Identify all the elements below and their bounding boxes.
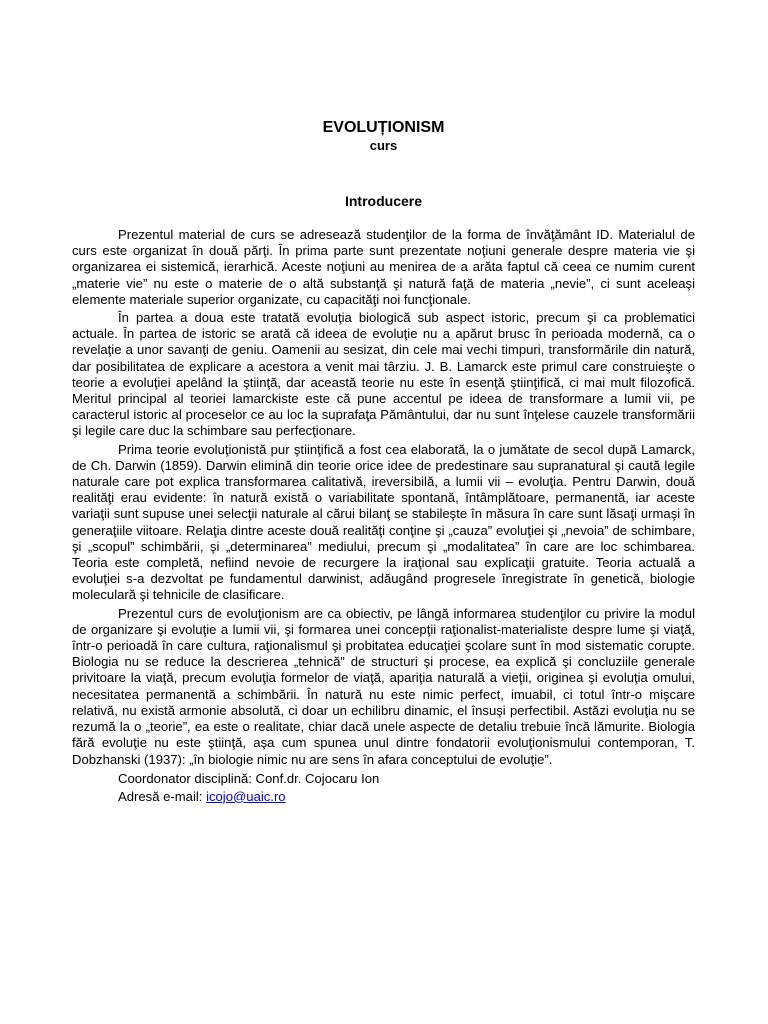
document-page [72, 118, 695, 806]
paragraph-objective: Prezentul curs de evoluţionism are ca obiectiv, pe lângă informarea studenţilor cu privire la modul de organizare şi evoluţie a lumii vii, şi formarea unei concepţii raţionalist-materialiste despre lume şi viaţă, într-o perioadă în care cultura, raţionalismul şi probitatea educaţiei şcolare sunt în mod sistematic corupte. Biologia nu se reduce la descrierea „tehnică” de structuri şi procese, ea explică şi concluziile generale privitoare la viaţă, precum evoluţia formelor de viaţă, apariţia naturală a vieţii, originea şi evoluţia omului, necesitatea permanentă a schimbării. În natură nu este nimic perfect, imuabil, ci totul într-o mişcare relativă, nu există armonie absolută, ci doar un echilibru dinamic, el însuşi perfectibil. Astăzi evoluţia nu se rezumă la o „teorie”, ea este o realitate, chiar dacă unele aspecte de detaliu trebuie încă lămurite. Biologia fără evoluţie nu este ştiinţă, aşa cum spunea unul dintre fondatorii evoluţionismului contemporan, T. Dobzhanski (1937): „în biologie nimic nu are sens în afara conceptului de evoluţie”. [72, 605, 695, 767]
document-title: EVOLUȚIONISM [322, 119, 445, 136]
coordinator-line: Coordonator disciplină: Conf.dr. Cojocaru Ion [118, 770, 380, 786]
paragraph-darwin: Prima teorie evoluţionistă pur ştiinţifică a fost cea elaborată, la o jumătate de secol după Lamarck, de Ch. Darwin (1859). Darwin elimină din teorie orice idee de predestinare sau supranatural şi caută legile naturale care pot explica transformarea calitativă, ireversibilă, a lumii vii – evoluţia. Pentru Darwin, două realităţi erau evidente: în natură există o variabilitate spontană, întâmplătoare, permanentă, iar aceste variaţii sunt supuse unei selecţii naturale al cărui bilanţ se stabileşte în măsura în care sunt lăsaţi urmaşi în generaţiile viitoare. Relaţia dintre aceste două realităţi conţine şi „cauza” evoluţiei şi „nevoia” de schimbare, şi „scopul” schimbării, şi „determinarea” mediului, precum şi „modalitatea” în care are loc schimbarea. Teoria este completă, nefiind nevoie de recurgere la iraţional sau explicaţii gratuite. Teoria actuală a evoluţiei s-a dezvoltat pe fundamentul darwinist, adăugând progresele înregistrate în genetică, biologie moleculară şi tehnicile de clasificare. [72, 441, 695, 603]
document-subtitle: curs [369, 138, 398, 153]
section-heading: Introducere [344, 193, 422, 209]
paragraph-intro-material: Prezentul material de curs se adresează studenţilor de la forma de învăţământ ID. Materialul de curs este organizat în două părţi. În prima parte sunt prezentate noţiuni generale despre materia vie şi organizarea ei sistemică, ierarhică. Aceste noţiuni au menirea de a arăta faptul că ceea ce numim curent „materie vie” nu este o materie de o altă substanţă şi natură faţă de materia „nevie”, ci sunt aceleaşi elemente materiale superior organizate, cu capacităţi noi funcţionale. [72, 227, 695, 307]
email-link[interactable]: icojo@uaic.ro [206, 788, 286, 804]
email-label: Adresă e-mail: [118, 788, 207, 804]
paragraph-history: În partea a doua este tratată evoluţia biologică sub aspect istoric, precum şi ca problematici actuale. În partea de istoric se arată că ideea de evoluţie nu a apărut brusc în perioada modernă, ca o revelaţie a unor savanţi de geniu. Oamenii au sesizat, din cele mai vechi timpuri, transformările din natură, dar posibilitatea de explicare a acestora a venit mai târziu. J. B. Lamarck este primul care construieşte o teorie a evoluţiei apelând la ştiinţă, dar această teorie nu este în esenţă ştiinţifică, ci mai mult filozofică. Meritul principal al teoriei lamarckiste este că pune accentul pe ideea de transformare a lumii vii, pe caracterul istoric al proceselor ce au loc la suprafaţa Pământului, dar nu sunt înţelese cauzele transformării şi legile care duc la schimbare sau perfecţionare. [72, 310, 695, 439]
email-line [72, 788, 695, 806]
